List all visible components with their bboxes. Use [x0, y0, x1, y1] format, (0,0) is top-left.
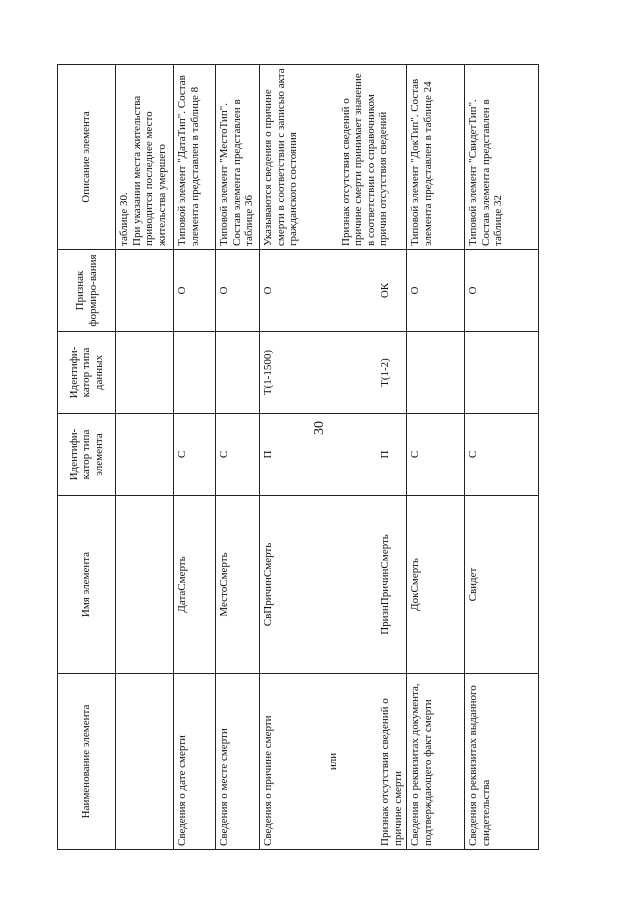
cell-description: Типовой элемент "ДокТип". Состав элемента представлен в таблице 24	[407, 65, 465, 250]
cell-data-type	[174, 332, 216, 414]
cell-elem-name: ДокСмерть	[407, 496, 465, 674]
rotated-table-container	[57, 65, 533, 850]
cell-data-type	[260, 332, 407, 414]
cell-name: Сведения о реквизитах документа, подтверждающего факт смерти	[407, 674, 465, 850]
cell-description	[260, 65, 407, 250]
cell-name	[260, 674, 407, 850]
cell-elem-type	[260, 414, 407, 496]
cause-elem-name: СвПричинСмерть	[262, 542, 274, 627]
header-name: Наименование элемента	[58, 674, 116, 850]
cell-description	[116, 65, 174, 250]
cell-formation: О	[174, 250, 216, 332]
elements-table	[57, 64, 539, 850]
header-elem-name: Имя элемента	[58, 496, 116, 674]
cell-elem-type: С	[407, 414, 465, 496]
cell-elem-name	[116, 496, 174, 674]
header-data-type-id: Идентифи-катор типа данных	[58, 332, 116, 414]
cell-description: Типовой элемент "ДатаТип". Состав элемента представлен в таблице 8	[174, 65, 216, 250]
cell-name: Сведения о месте смерти	[216, 674, 260, 850]
cell-data-type	[407, 332, 465, 414]
cell-data-type	[116, 332, 174, 414]
continuation-text-2: При указании места жительства приводится последнее место жительства умершего	[130, 95, 168, 246]
no-cause-description: Признак отсутствия сведений о причине смерти принимает значение в соответствии со справочником причин отсутствия сведений	[339, 73, 389, 246]
table-row-continuation	[116, 65, 174, 850]
cell-elem-type: С	[216, 414, 260, 496]
cell-formation	[116, 250, 174, 332]
no-cause-flag-name: Признак отсутствия сведений о причине смерти	[379, 698, 404, 846]
cell-name	[116, 674, 174, 850]
cell-elem-name: ДатаСмерть	[174, 496, 216, 674]
header-elem-type-id: Идентифи-катор типа элемента	[58, 414, 116, 496]
cell-formation: О	[465, 250, 539, 332]
cell-name: Сведения о реквизитах выданного свидетельства	[465, 674, 539, 850]
no-cause-data-type: T(1-2)	[378, 358, 391, 387]
cause-description: Указываются сведения о причине смерти в соответствии с записью акта гражданского состояния	[262, 68, 299, 246]
table-row	[260, 65, 407, 850]
header-description: Описание элемента	[58, 65, 116, 250]
or-separator: или	[326, 752, 339, 771]
table-header-row	[58, 65, 116, 850]
cell-formation: О	[216, 250, 260, 332]
cell-description: Типовой элемент "МестоТип". Состав элемента представлен в таблице 36	[216, 65, 260, 250]
page-number: 30	[312, 421, 327, 435]
cause-formation: О	[262, 286, 274, 295]
table-row	[465, 65, 539, 850]
table-row	[216, 65, 260, 850]
header-formation: Признак формиро-вания	[58, 250, 116, 332]
cause-data-type: T(1-1500)	[262, 349, 274, 396]
no-cause-formation: ОК	[378, 282, 391, 299]
cell-elem-type	[116, 414, 174, 496]
cell-elem-name: Свидет	[465, 496, 539, 674]
cell-formation	[260, 250, 407, 332]
cell-data-type	[465, 332, 539, 414]
cause-of-death-name: Сведения о причине смерти	[262, 715, 274, 846]
cell-elem-type: С	[465, 414, 539, 496]
cell-elem-type: С	[174, 414, 216, 496]
cell-name: Сведения о дате смерти	[174, 674, 216, 850]
table-row	[407, 65, 465, 850]
cell-elem-name	[260, 496, 407, 674]
continuation-text-1: таблице 30.	[118, 192, 130, 246]
cell-description: Типовой элемент "СвидетТип". Состав элемента представлен в таблице 32	[465, 65, 539, 250]
cell-formation: О	[407, 250, 465, 332]
cause-elem-type: П	[262, 450, 274, 459]
table-row	[174, 65, 216, 850]
no-cause-elem-name: ПризнПричинСмерть	[378, 534, 391, 635]
cell-data-type	[216, 332, 260, 414]
no-cause-elem-type: П	[378, 450, 391, 459]
cell-elem-name: МестоСмерть	[216, 496, 260, 674]
